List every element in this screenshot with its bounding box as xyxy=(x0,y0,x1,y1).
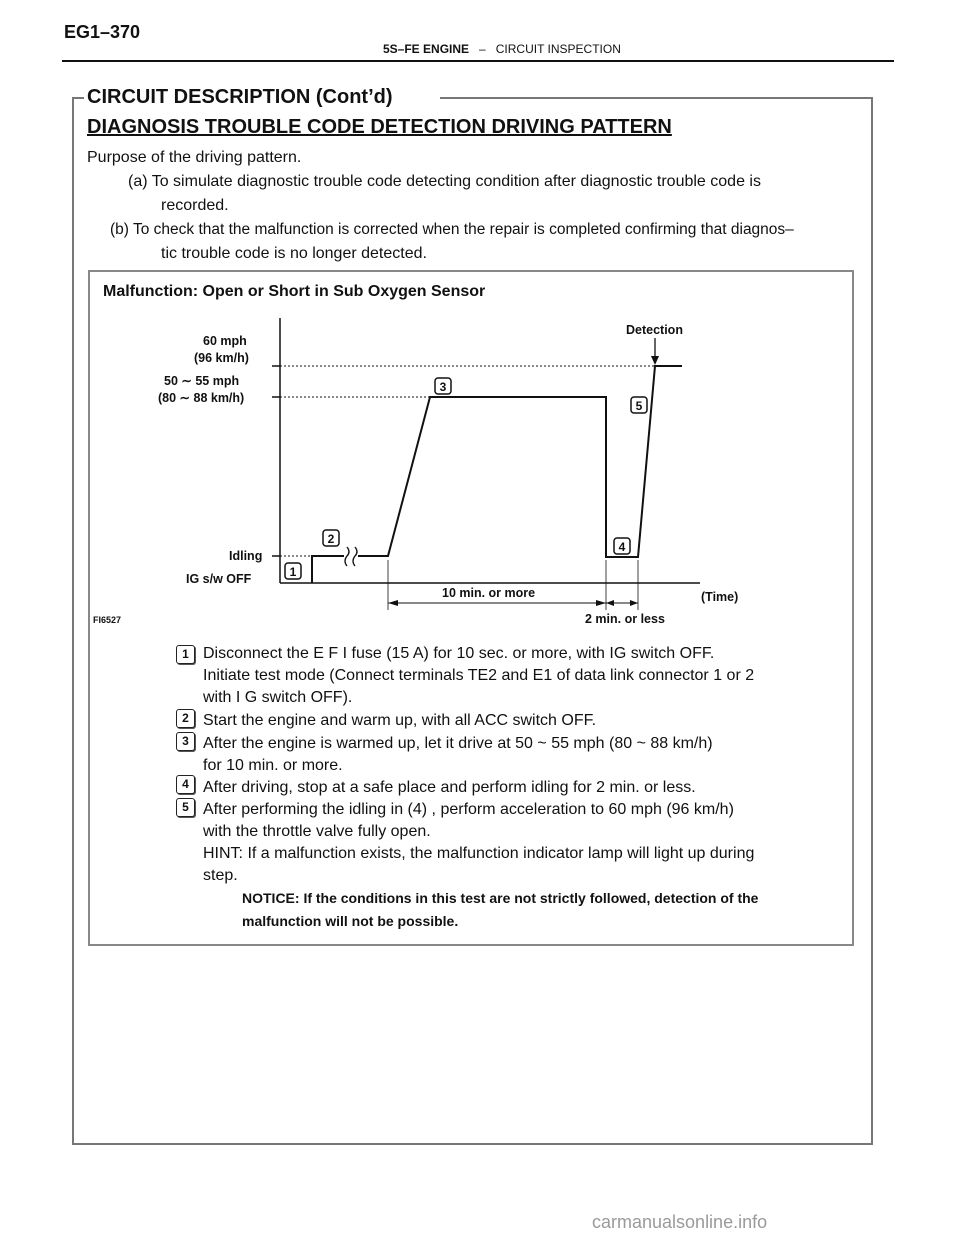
purpose-intro: Purpose of the driving pattern. xyxy=(87,149,302,166)
marker-1 xyxy=(285,563,301,579)
dim-10min-arrow-left xyxy=(388,600,398,606)
marker-3-num: 3 xyxy=(439,380,447,394)
label-10min: 10 min. or more xyxy=(442,586,536,600)
step-5-icon: 5 xyxy=(176,798,195,817)
marker-5 xyxy=(631,397,647,413)
figure-id: FI6527 xyxy=(93,615,122,625)
header-separator: – xyxy=(479,42,486,56)
label-96kmh: (96 km/h) xyxy=(194,351,249,365)
step-5-line-4: step. xyxy=(203,867,238,884)
step-5-line-1: After performing the idling in (4) , perform acceleration to 60 mph (96 km/h) xyxy=(203,801,734,818)
step-1-line-3: with I G switch OFF). xyxy=(203,689,353,706)
label-50-55mph: 50 ∼ 55 mph xyxy=(164,374,240,388)
watermark: carmanualsonline.info xyxy=(592,1212,768,1232)
step-2-icon: 2 xyxy=(176,709,195,728)
marker-4-num: 4 xyxy=(618,540,626,554)
dim-2min-arrow-right xyxy=(630,600,638,606)
header-section: CIRCUIT INSPECTION xyxy=(495,42,621,56)
purpose-item-a: (a) To simulate diagnostic trouble code detecting condition after diagnostic trouble code is xyxy=(128,173,761,190)
marker-5-num: 5 xyxy=(635,399,643,413)
break-mark-1 xyxy=(345,547,349,566)
purpose-item-a-cont: recorded. xyxy=(161,197,229,214)
dim-2min-arrow-left xyxy=(606,600,614,606)
marker-2-num: 2 xyxy=(327,532,335,546)
driving-pattern-diagram xyxy=(90,300,790,640)
profile-idling xyxy=(312,556,344,583)
label-2min: 2 min. or less xyxy=(585,612,665,626)
step-3-icon: 3 xyxy=(176,732,195,751)
step-5-line-3: HINT: If a malfunction exists, the malfunction indicator lamp will light up during xyxy=(203,845,755,862)
subsection-title: DIAGNOSIS TROUBLE CODE DETECTION DRIVING PATTERN xyxy=(87,116,672,138)
section-title: CIRCUIT DESCRIPTION (Cont’d) xyxy=(87,86,393,108)
marker-3 xyxy=(435,378,451,394)
break-mark-2 xyxy=(353,547,357,566)
label-60mph: 60 mph xyxy=(203,334,247,348)
step-1-line-1: Disconnect the E F I fuse (15 A) for 10 sec. or more, with IG switch OFF. xyxy=(203,645,715,662)
label-time: (Time) xyxy=(701,590,739,604)
page-code: EG1–370 xyxy=(64,22,141,42)
header-rule xyxy=(62,60,894,62)
label-detection: Detection xyxy=(626,323,683,337)
frame-top-left xyxy=(72,97,84,99)
profile-drive xyxy=(358,366,682,557)
frame-top-right xyxy=(440,97,871,99)
purpose-item-b: (b) To check that the malfunction is corrected when the repair is completed confirming that diagnos– xyxy=(110,221,794,238)
step-4-icon: 4 xyxy=(176,775,195,794)
step-4-line-1: After driving, stop at a safe place and perform idling for 2 min. or less. xyxy=(203,779,696,796)
marker-2 xyxy=(323,530,339,546)
notice-line-1: NOTICE: If the conditions in this test are not strictly followed, detection of the xyxy=(242,890,759,906)
label-ig-off: IG s/w OFF xyxy=(186,572,252,586)
step-3-line-2: for 10 min. or more. xyxy=(203,757,343,774)
running-header xyxy=(383,42,621,56)
marker-4 xyxy=(614,538,630,554)
step-1-line-2: Initiate test mode (Connect terminals TE2 and E1 of data link connector 1 or 2 xyxy=(203,667,755,684)
notice-line-2: malfunction will not be possible. xyxy=(242,913,459,929)
detection-arrow-head xyxy=(651,356,659,365)
dim-10min-arrow-right xyxy=(596,600,606,606)
label-idling: Idling xyxy=(229,549,263,563)
step-1-icon: 1 xyxy=(176,645,195,664)
purpose-item-b-cont: tic trouble code is no longer detected. xyxy=(161,245,427,262)
step-2-line-1: Start the engine and warm up, with all ACC switch OFF. xyxy=(203,712,597,729)
step-5-line-2: with the throttle valve fully open. xyxy=(203,823,431,840)
diagram-title: Malfunction: Open or Short in Sub Oxygen Sensor xyxy=(103,283,486,300)
label-80-88kmh: (80 ∼ 88 km/h) xyxy=(158,391,245,405)
marker-1-num: 1 xyxy=(289,565,297,579)
step-3-line-1: After the engine is warmed up, let it drive at 50 ~ 55 mph (80 ~ 88 km/h) xyxy=(203,735,713,752)
header-engine: 5S–FE ENGINE xyxy=(383,42,470,56)
